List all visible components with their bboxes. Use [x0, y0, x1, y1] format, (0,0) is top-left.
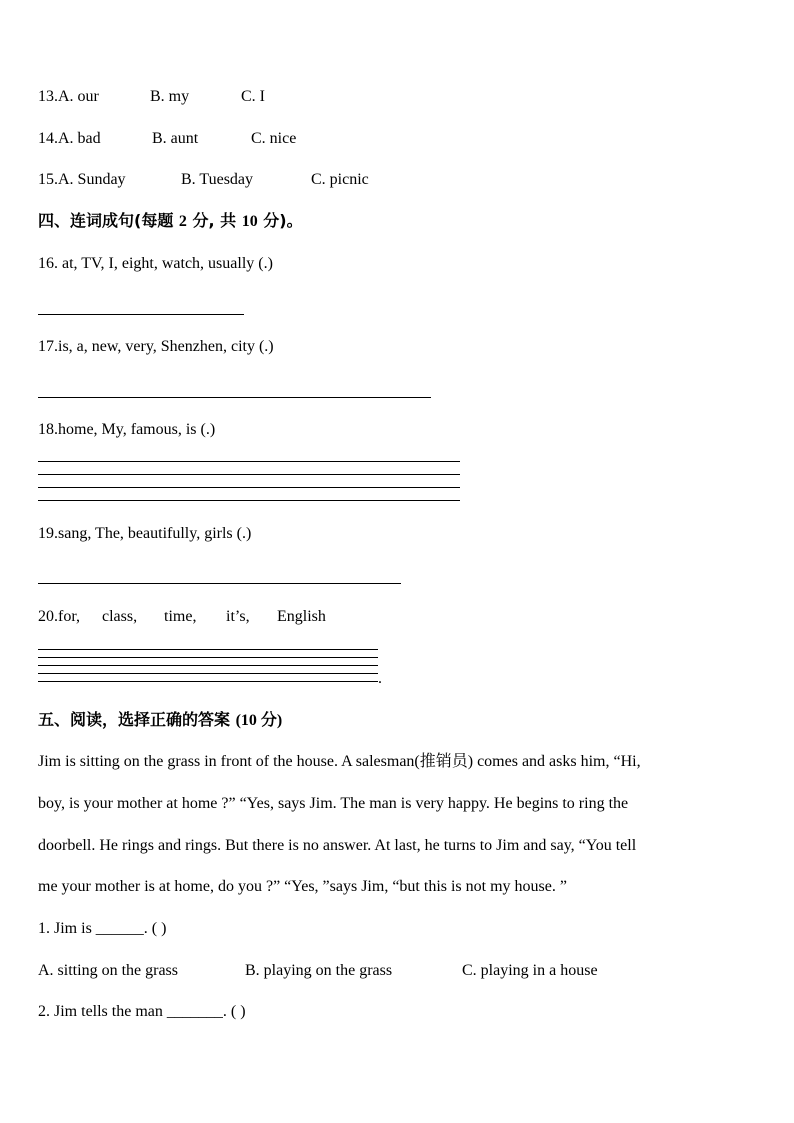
passage-line: me your mother is at home, do you ?” “Yes, ”says Jim, “but this is not my house. ”	[38, 878, 567, 895]
option-a: A. bad	[58, 130, 101, 147]
section-4-heading: 四、连词成句(每题 2 分, 共 10 分)。	[38, 211, 303, 230]
option-c: C. picnic	[311, 171, 369, 188]
word: class,	[102, 608, 138, 625]
question-20	[38, 607, 326, 627]
word: it’s,	[226, 608, 250, 625]
passage-line: doorbell. He rings and rings. But there is no answer. At last, he turns to Jim and say, “You tell	[38, 837, 637, 854]
answer-line[interactable]	[38, 500, 460, 501]
answer-line[interactable]	[38, 461, 460, 462]
answer-line[interactable]	[38, 314, 244, 315]
passage-line: Jim is sitting on the grass in front of the house. A salesman(推销员) comes and asks him, “Hi,	[38, 753, 641, 770]
answer-line[interactable]	[38, 487, 460, 488]
answer-line[interactable]	[38, 583, 401, 584]
word: English	[277, 608, 326, 625]
answer-line[interactable]	[38, 649, 378, 650]
mc-item-14	[38, 129, 296, 149]
item-number: 15.	[38, 171, 58, 188]
answer-line[interactable]	[38, 657, 378, 658]
answer-line[interactable]	[38, 681, 378, 682]
option-a: A. sitting on the grass	[38, 962, 178, 979]
option-a: A. Sunday	[58, 171, 126, 188]
option-c: C. nice	[251, 130, 297, 147]
answer-line[interactable]	[38, 474, 460, 475]
mc-item-13	[38, 87, 265, 107]
option-b: B. aunt	[152, 130, 199, 147]
option-b: B. Tuesday	[181, 171, 254, 188]
option-c: C. playing in a house	[462, 962, 598, 979]
word: for,	[58, 608, 81, 625]
option-a: A. our	[58, 88, 99, 105]
question-16: 16. at, TV, I, eight, watch, usually (.)	[38, 255, 273, 272]
item-number: 13.	[38, 88, 58, 105]
reading-question-1: 1. Jim is ______. ( )	[38, 920, 167, 937]
option-b: B. playing on the grass	[245, 962, 393, 979]
answer-line[interactable]	[38, 397, 431, 398]
answer-line[interactable]	[38, 673, 378, 674]
question-18: 18.home, My, famous, is (.)	[38, 421, 216, 438]
word: time,	[164, 608, 197, 625]
item-number: 20.	[38, 608, 58, 625]
option-c: C. I	[241, 88, 265, 105]
question-17: 17.is, a, new, very, Shenzhen, city (.)	[38, 338, 274, 355]
item-number: 14.	[38, 130, 58, 147]
passage-line: boy, is your mother at home ?” “Yes, says Jim. The man is very happy. He begins to ring the	[38, 795, 629, 812]
question-19: 19.sang, The, beautifully, girls (.)	[38, 525, 252, 542]
reading-question-1-options	[38, 961, 598, 981]
option-b: B. my	[150, 88, 190, 105]
section-points: (10 分)	[235, 712, 283, 729]
reading-question-2: 2. Jim tells the man _______. ( )	[38, 1003, 246, 1020]
answer-line[interactable]	[38, 665, 378, 666]
mc-item-15	[38, 170, 369, 190]
end-mark: .	[378, 670, 382, 687]
section-5-heading: 五、阅读，选择正确的答案 (10 分)	[38, 710, 283, 729]
